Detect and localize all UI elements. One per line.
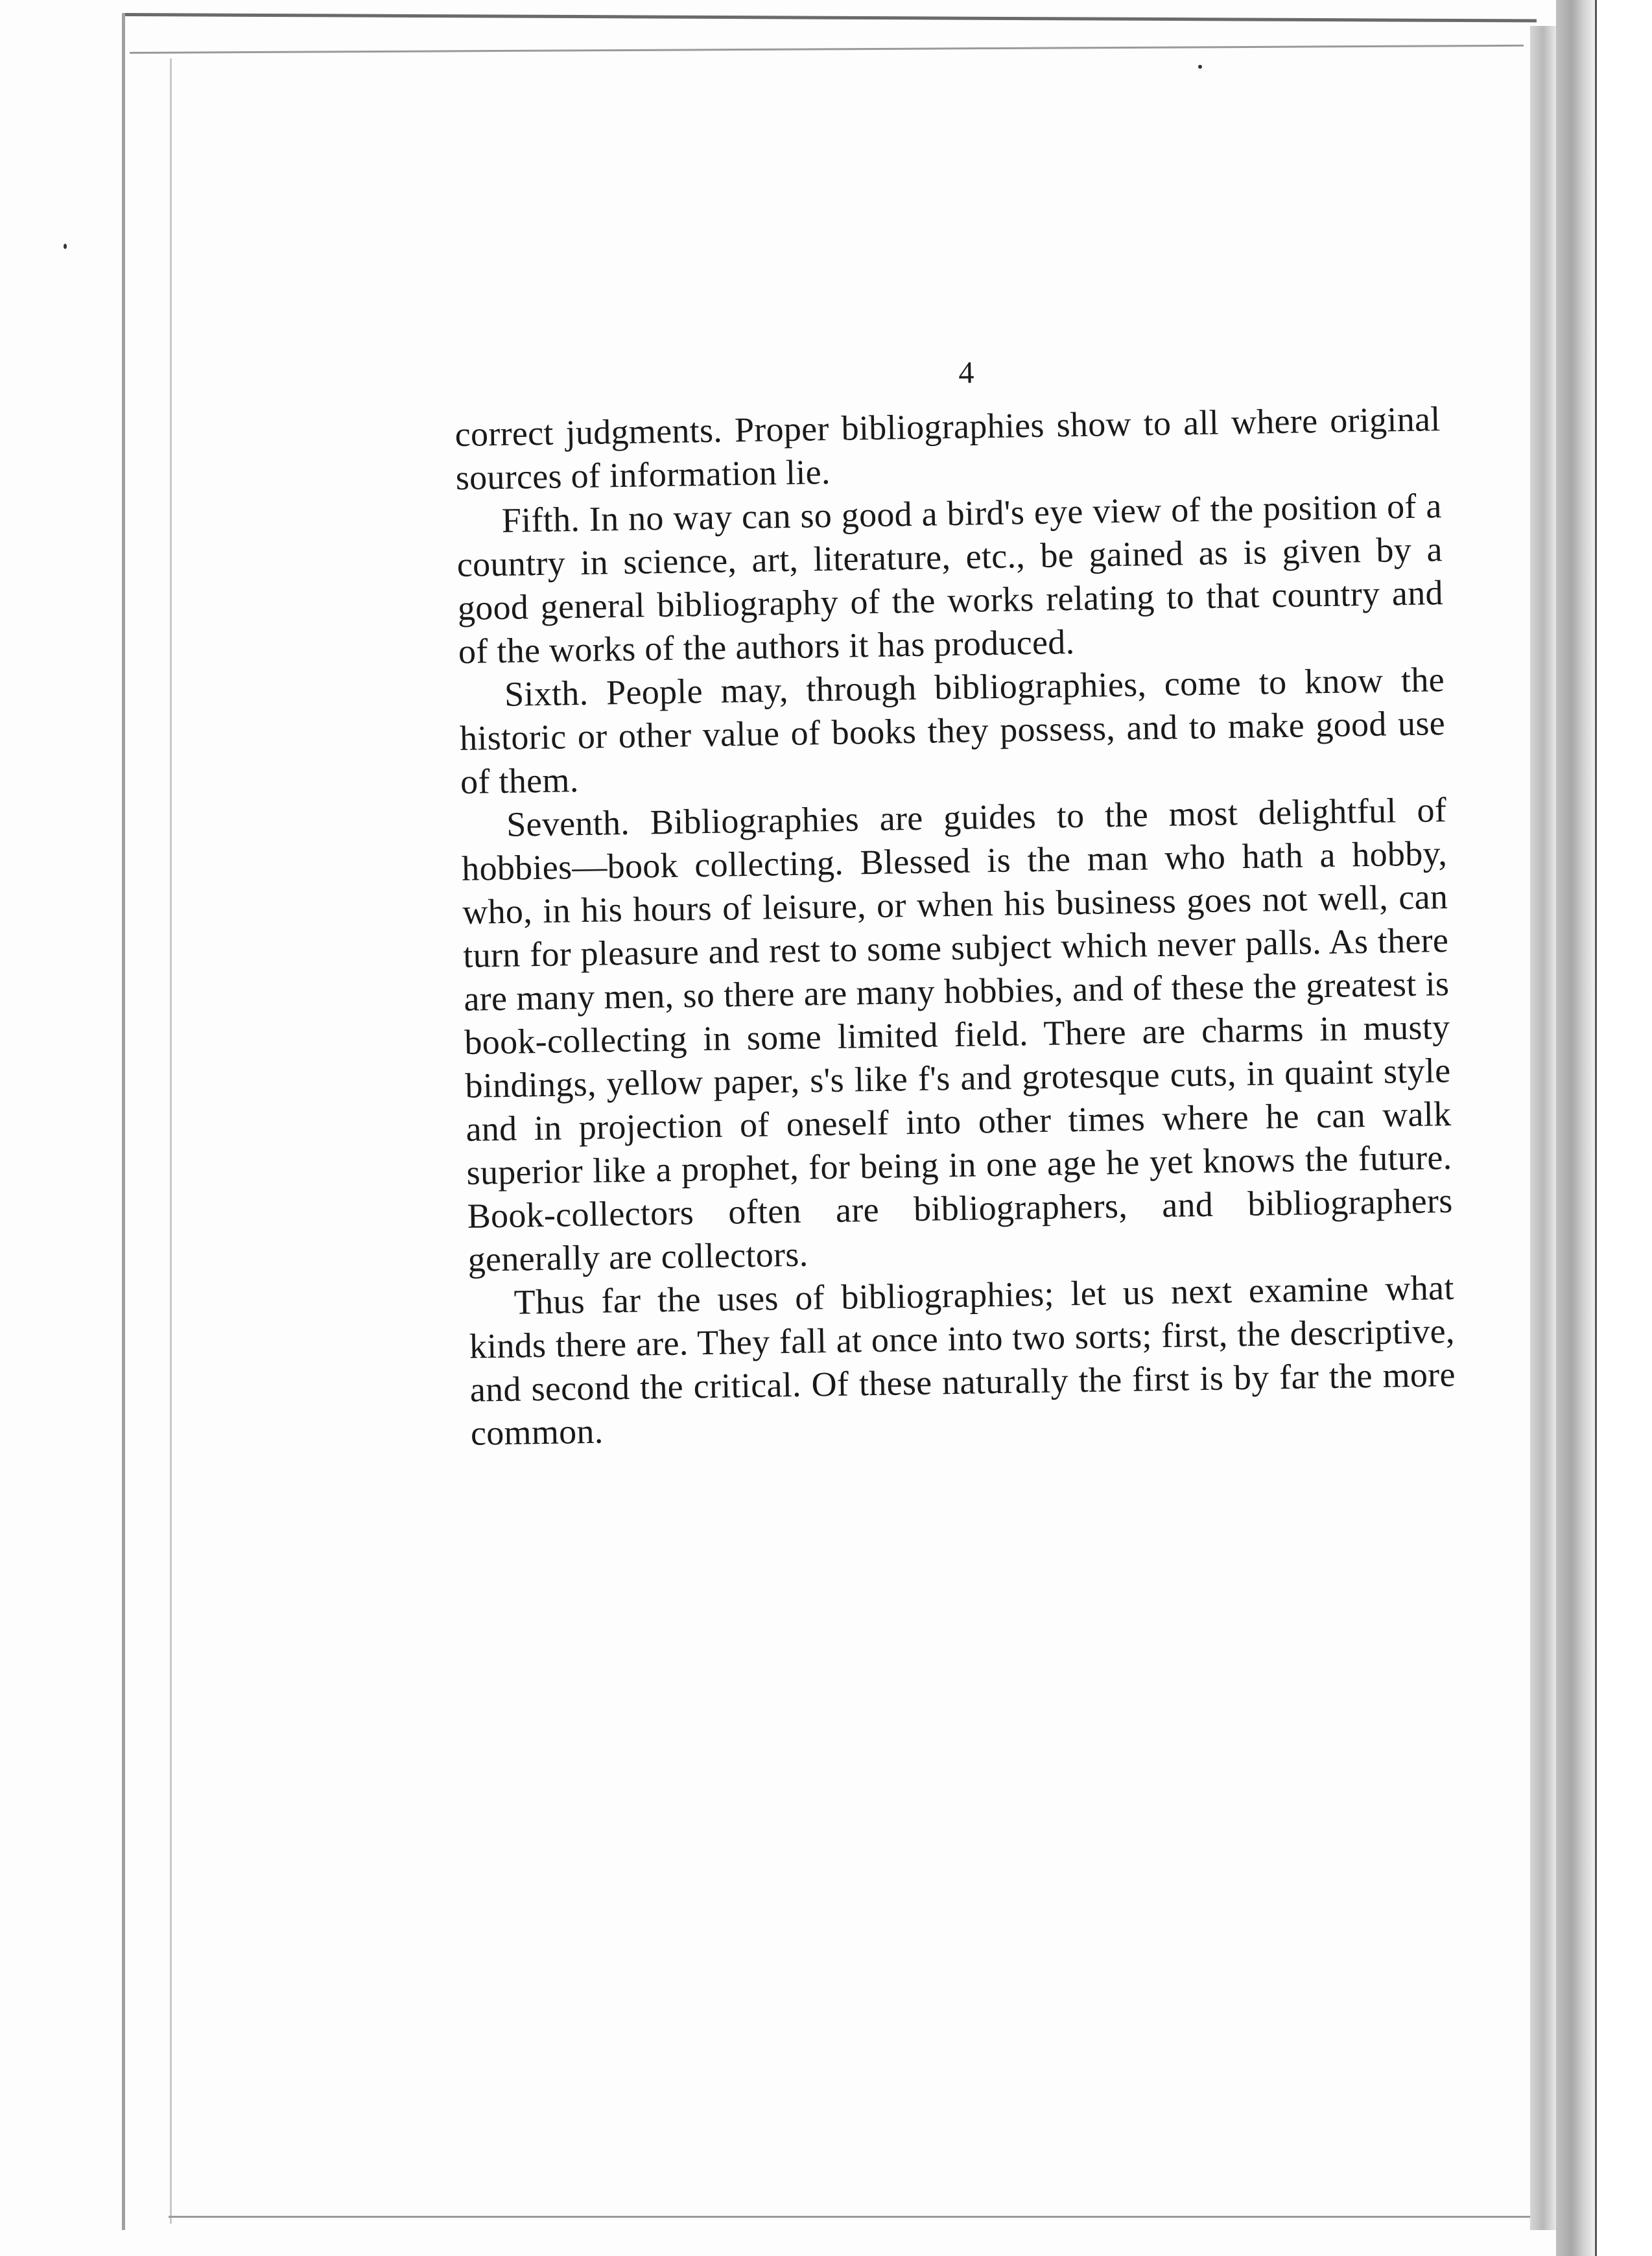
paper-edge-top-inner (130, 45, 1524, 54)
page-content (454, 347, 1456, 1455)
paragraph: Thus far the uses of bibliographies; let us next examine what kinds there are. They fall at once into two sorts; first, the descriptive, and second the critical. Of these naturally the first is by far the more common. (469, 1267, 1456, 1453)
dust-speck (64, 244, 67, 249)
paper-edge-left-inner (170, 58, 172, 2224)
paragraph: correct judgments. Proper bibliographies show to all where original sources of information lie. (454, 399, 1441, 497)
book-spine-shadow (1556, 0, 1595, 2256)
paragraph: Seventh. Bibliographies are guides to the most delightful of hobbies—book collecting. Blessed is the man who hath a hobby, who, in his hours of leisure, or when his business goes not well, can turn for pleasure and rest to some subject which never palls. As there are many men, so there are many hobbies, and of these the greatest is book-collecting in some limited field. There are charms in musty bindings, yellow paper, s's like f's and grotesque cuts, in quaint style and in projection of oneself into other times where he can walk superior like a prophet, for being in one age he yet knows the future. Book-collectors often are bibliographers, and bibliographers generally are collectors. (461, 790, 1453, 1279)
paragraph: Sixth. People may, through bibliographies, come to know the historic or other value of books they possess, and to make good use of them. (459, 660, 1446, 801)
page-number: 4 (958, 355, 974, 390)
paper-edge-bottom (169, 2216, 1595, 2218)
scan-margin-right (1595, 0, 1652, 2256)
dust-speck (1198, 65, 1202, 69)
paragraph: Fifth. In no way can so good a bird's eye view of the position of a country in science, art, literature, etc., be gained as is given by a good general bibliography of the works relating to that country and of the works of the authors it has produced. (456, 486, 1444, 671)
paper-edge-right-shadow (1530, 26, 1556, 2230)
paper-edge-left (122, 13, 125, 2230)
paper-edge-top (123, 13, 1537, 23)
